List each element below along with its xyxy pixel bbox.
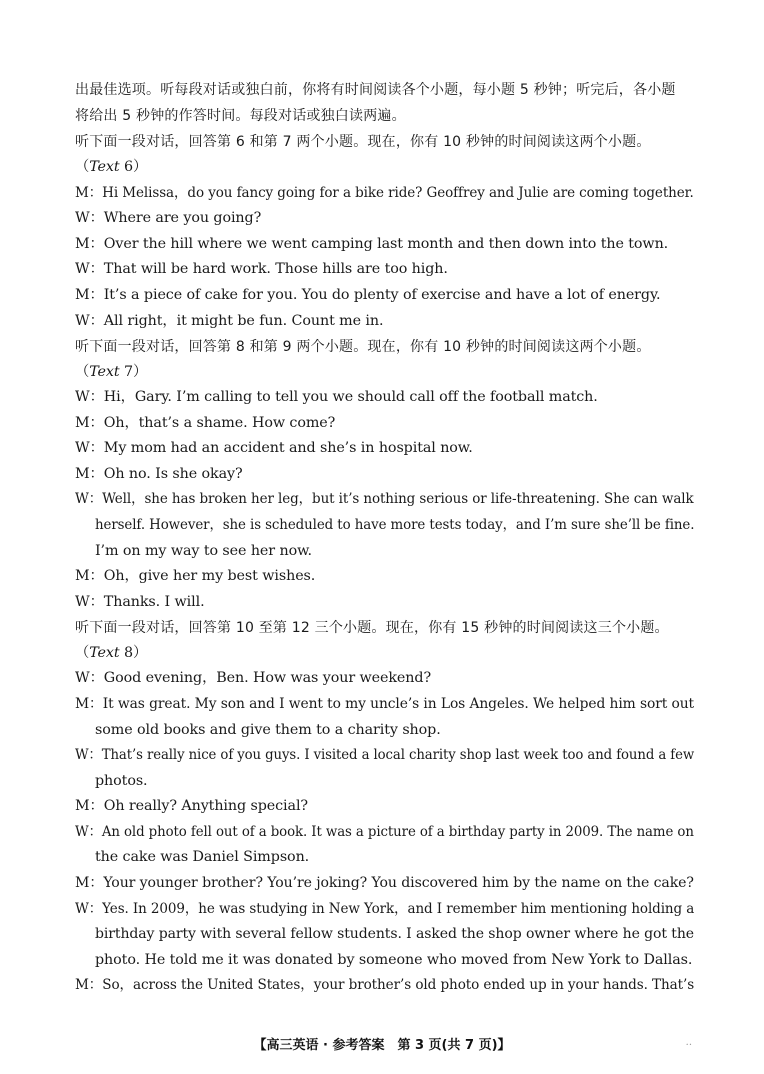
dialogue-line: W：Thanks. I will. <box>75 594 205 610</box>
section-label-text7: （Text 7） <box>75 364 148 380</box>
dialogue-line: W：That’s really nice of you guys. I visited a local charity shop last week too and found a few <box>75 747 695 763</box>
dialogue-line: W：All right，it might be fun. Count me in. <box>75 313 384 329</box>
dialogue-line: some old books and give them to a charity shop. <box>95 722 441 738</box>
dialogue-line: W：My mom had an accident and she’s in hospital now. <box>75 440 473 456</box>
text-line: 将给出 5 秒钟的作答时间。每段对话或独白读两遍。 <box>75 108 406 124</box>
dialogue-line: W：An old photo fell out of a book. It was a picture of a birthday party in 2009. The name on <box>75 824 694 840</box>
dialogue-line: M：Over the hill where we went camping last month and then down into the town. <box>75 236 669 252</box>
dialogue-line: M：It’s a piece of cake for you. You do plenty of exercise and have a lot of energy. <box>75 287 661 303</box>
section-label-text6: （Text 6） <box>75 159 148 175</box>
dialogue-line: M：Your younger brother? You’re joking? You discovered him by the name on the cake? <box>75 875 694 891</box>
dialogue-line: W：Hi，Gary. I’m calling to tell you we should call off the football match. <box>75 389 598 405</box>
dialogue-line: W：Where are you going? <box>75 210 262 226</box>
page-footer: 【高三英语 · 参考答案 第 3 页(共 7 页)】 <box>253 1038 511 1053</box>
dialogue-line: W：Well，she has broken her leg，but it’s nothing serious or life-threatening. She can walk <box>75 491 694 507</box>
dialogue-line: herself. However，she is scheduled to have more tests today，and I’m sure she’ll be fine. <box>95 517 695 533</box>
dialogue-line: M：So，across the United States，your brother’s old photo ended up in your hands. That’s <box>75 977 695 993</box>
corner-mark: ·· <box>685 1040 692 1051</box>
section-label-text8: （Text 8） <box>75 645 148 661</box>
dialogue-line: M：It was great. My son and I went to my uncle’s in Los Angeles. We helped him sort out <box>75 696 694 712</box>
dialogue-line: M：Oh no. Is she okay? <box>75 466 243 482</box>
dialogue-line: photos. <box>95 773 148 789</box>
dialogue-line: W：That will be hard work. Those hills are too high. <box>75 261 448 277</box>
dialogue-line: the cake was Daniel Simpson. <box>95 849 310 865</box>
text-line: 出最佳选项。听每段对话或独白前，你将有时间阅读各个小题，每小题 5 秒钟；听完后，各小题 <box>75 82 676 98</box>
dialogue-line: M：Hi Melissa，do you fancy going for a bike ride? Geoffrey and Julie are coming together. <box>75 185 694 201</box>
dialogue-line: W：Good evening，Ben. How was your weekend? <box>75 670 432 686</box>
dialogue-line: M：Oh really? Anything special? <box>75 798 308 814</box>
dialogue-line: M：Oh，that’s a shame. How come? <box>75 415 336 431</box>
dialogue-line: photo. He told me it was donated by someone who moved from New York to Dallas. <box>95 952 693 968</box>
text-line: 听下面一段对话，回答第 8 和第 9 两个小题。现在，你有 10 秒钟的时间阅读这两个小题。 <box>75 339 651 355</box>
text-line: 听下面一段对话，回答第 6 和第 7 两个小题。现在，你有 10 秒钟的时间阅读这两个小题。 <box>75 134 651 150</box>
dialogue-line: M：Oh，give her my best wishes. <box>75 568 316 584</box>
text-line: 听下面一段对话，回答第 10 至第 12 三个小题。现在，你有 15 秒钟的时间阅读这三个小题。 <box>75 620 669 636</box>
dialogue-line: W：Yes. In 2009，he was studying in New York，and I remember him mentioning holding a <box>75 901 695 917</box>
dialogue-line: I’m on my way to see her now. <box>95 543 312 559</box>
dialogue-line: birthday party with several fellow students. I asked the shop owner where he got the <box>95 926 695 942</box>
